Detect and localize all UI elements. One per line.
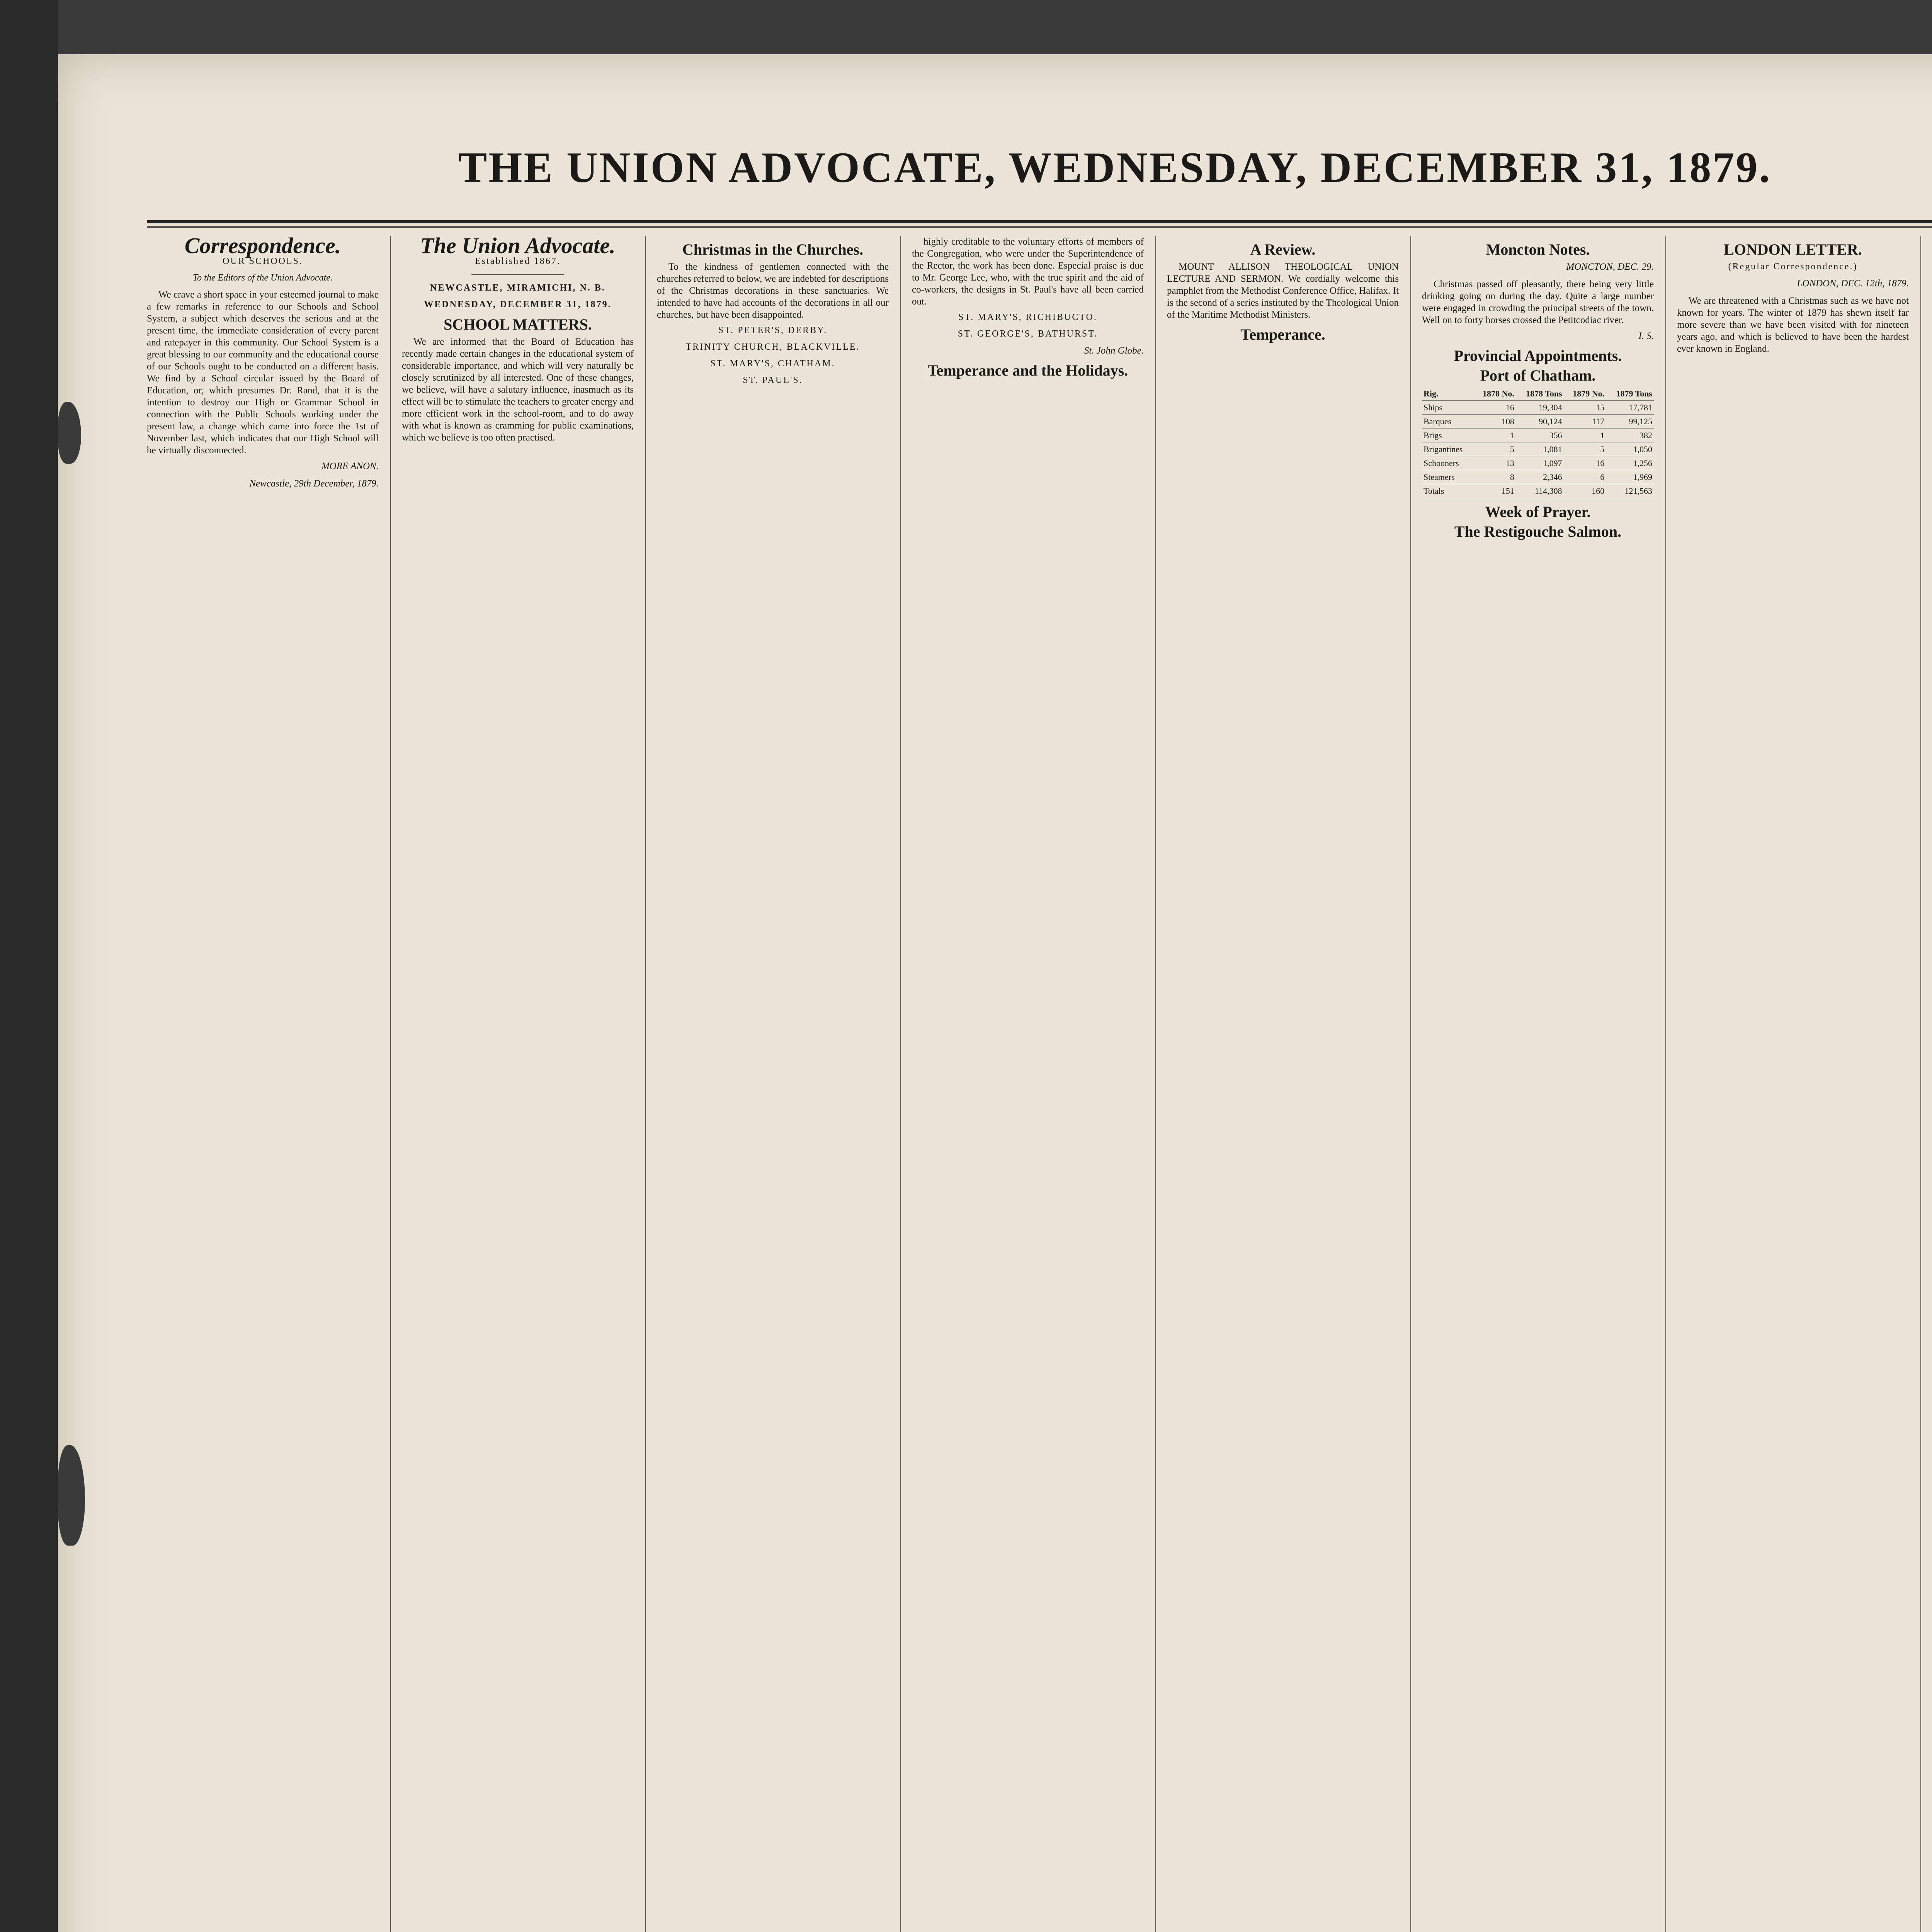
table-cell: 1,256	[1606, 456, 1654, 470]
subhead: ST. MARY'S, CHATHAM.	[710, 359, 835, 369]
table-cell: 117	[1564, 415, 1606, 429]
issue-date: WEDNESDAY, DECEMBER 31, 1879.	[424, 299, 612, 310]
table-cell: 1	[1564, 429, 1606, 442]
table-cell: 121,563	[1606, 484, 1654, 498]
shipping-table	[1422, 387, 1654, 498]
editorial-body: We are informed that the Board of Education has recently made certain changes in the educational system of considerable importance, and which will very naturally be closely scrutinized by all interested. One of these changes, we believe, will have a salutary influence, inasmuch as its effect will be to stimulate the teachers to greater energy and more efficient work in the school-room, and to do away with what is known as cramming for public examinations, which we believe is too often practised.	[402, 337, 634, 443]
salutation: To the Editors of the Union Advocate.	[193, 273, 333, 283]
table-cell: Brigs	[1422, 429, 1473, 442]
table-cell: 1	[1473, 429, 1516, 442]
table-cell: 2,346	[1516, 470, 1564, 484]
article-heading: Provincial Appointments.	[1454, 347, 1622, 364]
table-cell: Totals	[1422, 484, 1473, 498]
article-heading: Moncton Notes.	[1486, 241, 1590, 258]
table-cell: 1,097	[1516, 456, 1564, 470]
masthead-rule	[147, 220, 1932, 223]
article-heading: LONDON LETTER.	[1724, 241, 1862, 258]
article-heading: Port of Chatham.	[1480, 367, 1596, 384]
table-row	[1422, 484, 1654, 498]
subhead: ST. MARY'S, RICHIBUCTO.	[958, 312, 1097, 322]
article-heading: The Restigouche Salmon.	[1454, 523, 1622, 540]
table-cell: 382	[1606, 429, 1654, 442]
dateline: NEWCASTLE, MIRAMICHI, N. B.	[430, 283, 605, 293]
table-row	[1422, 429, 1654, 442]
article-heading: Week of Prayer.	[1485, 503, 1591, 520]
article-body: highly creditable to the voluntary efforts of members of the Congregation, who were under the Superintendence of the Rector, the work has been done. Especial praise is due to Mr. George Lee, who, with the true spirit and the aid of co-workers, the designs in St. Paul's have all been carried out.	[912, 236, 1144, 307]
column-churches-cont	[912, 236, 1144, 1932]
table-cell: 5	[1473, 442, 1516, 456]
scan-border	[0, 0, 58, 1932]
signature: MORE ANON.	[321, 461, 379, 471]
table-cell: 160	[1564, 484, 1606, 498]
table-cell: 8	[1473, 470, 1516, 484]
column-correspondence	[147, 236, 379, 1932]
table-header-cell: 1878 No.	[1473, 387, 1516, 401]
column-review	[1167, 236, 1399, 1932]
article-body: To the kindness of gentlemen connected with the churches referred to below, we are indebted for descriptions of the Christmas decorations in these sanctuaries. We intended to have had accounts of the decorations in all our churches, but have been disappointed.	[657, 262, 889, 320]
article-heading: Christmas in the Churches.	[682, 241, 864, 258]
table-cell: Barques	[1422, 415, 1473, 429]
subhead: ST. PAUL'S.	[743, 375, 803, 385]
table-cell: 6	[1564, 470, 1606, 484]
table-cell: 99,125	[1606, 415, 1654, 429]
article-heading: Temperance.	[1240, 326, 1325, 343]
table-header-cell: 1879 No.	[1564, 387, 1606, 401]
table-header-cell: 1878 Tons	[1516, 387, 1564, 401]
dateline: LONDON, DEC. 12th, 1879.	[1797, 278, 1909, 289]
subhead: ST. PETER'S, DERBY.	[718, 325, 828, 335]
table-cell: Ships	[1422, 401, 1473, 415]
table-cell: 1,081	[1516, 442, 1564, 456]
table-cell: 19,304	[1516, 401, 1564, 415]
article-body: MOUNT ALLISON THEOLOGICAL UNION LECTURE AND SERMON. We cordially welcome this pamphlet from the Methodist Conference Office, Halifax. It is the second of a series instituted by the Theological Union of the Maritime Methodist Ministers.	[1167, 262, 1399, 320]
table-row	[1422, 456, 1654, 470]
column-london-letter	[1677, 236, 1909, 1932]
table-cell: 1,969	[1606, 470, 1654, 484]
table-cell: Brigantines	[1422, 442, 1473, 456]
subhead: TRINITY CHURCH, BLACKVILLE.	[685, 342, 860, 352]
table-row	[1422, 401, 1654, 415]
dateline: MONCTON, DEC. 29.	[1566, 262, 1654, 272]
section-heading: Correspondence.	[184, 236, 341, 258]
established: Established 1867.	[475, 256, 561, 266]
table-cell: 15	[1564, 401, 1606, 415]
masthead-rule-thin	[147, 226, 1932, 228]
column-divider	[1920, 236, 1921, 1932]
masthead: THE UNION ADVOCATE, WEDNESDAY, DECEMBER 31, 1879.	[458, 144, 1772, 192]
article-body: Christmas passed off pleasantly, there being very little drinking going on during the day. Quite a large number were engaged in crowding the principal streets of the town. Well on to forty horses crossed the Petitcodiac river.	[1422, 279, 1654, 325]
table-cell: 13	[1473, 456, 1516, 470]
column-divider	[390, 236, 391, 1932]
table-cell: 108	[1473, 415, 1516, 429]
table-header-cell: 1879 Tons	[1606, 387, 1654, 401]
table-cell: 1,050	[1606, 442, 1654, 456]
table-cell: 16	[1473, 401, 1516, 415]
editorial-title: SCHOOL MATTERS.	[444, 316, 592, 333]
article-title: OUR SCHOOLS.	[222, 256, 303, 266]
article-heading: A Review.	[1250, 241, 1316, 258]
table-cell: Schooners	[1422, 456, 1473, 470]
table-row	[1422, 415, 1654, 429]
table-cell: 90,124	[1516, 415, 1564, 429]
table-cell: 151	[1473, 484, 1516, 498]
table-header-cell: Rig.	[1422, 387, 1473, 401]
table-cell: 16	[1564, 456, 1606, 470]
column-divider	[1410, 236, 1411, 1932]
subhead: ST. GEORGE'S, BATHURST.	[957, 329, 1098, 339]
column-divider	[1155, 236, 1156, 1932]
column-editorial	[402, 236, 634, 1932]
column-moncton	[1422, 236, 1654, 1932]
newspaper-page	[58, 54, 1932, 1932]
column-divider	[1665, 236, 1666, 1932]
table-row	[1422, 442, 1654, 456]
column-churches	[657, 236, 889, 1932]
subhead: (Regular Correspondence.)	[1728, 262, 1858, 272]
table-cell: 356	[1516, 429, 1564, 442]
table-cell: 17,781	[1606, 401, 1654, 415]
scan-damage	[58, 402, 81, 464]
article-body: We crave a short space in your esteemed journal to make a few remarks in reference to our Schools and School System, a subject which deserves the serious and at the present time, the immediate consideration of every parent and ratepayer in this community. Our School System is a great blessing to our community and the educational course of our Schools ought to be conducted on a different basis. We find by a School circular issued by the Board of Education, or, which presumes Dr. Rand, that it is the intention to destroy our High or Grammar School in connection with the Public Schools working under the present law, a change which came into force the 1st of November last, which indicates that our High School will be virtually disconnected.	[147, 289, 379, 456]
column-divider	[900, 236, 901, 1932]
table-cell: 114,308	[1516, 484, 1564, 498]
table-row	[1422, 470, 1654, 484]
table-cell: Steamers	[1422, 470, 1473, 484]
table-cell: 5	[1564, 442, 1606, 456]
signature: I. S.	[1638, 331, 1654, 341]
column-divider	[645, 236, 646, 1932]
scan-damage	[58, 1445, 85, 1546]
credit: St. John Globe.	[1084, 345, 1144, 356]
article-body: We are threatened with a Christmas such as we have not known for years. The winter of 1879 has shewn itself far more severe than we have been visited with for nineteen years ago, and which is believed to have been the hardest ever known in England.	[1677, 296, 1909, 354]
dateline: Newcastle, 29th December, 1879.	[249, 478, 379, 489]
article-heading: Temperance and the Holidays.	[927, 362, 1128, 379]
paper-name: The Union Advocate.	[420, 236, 616, 258]
